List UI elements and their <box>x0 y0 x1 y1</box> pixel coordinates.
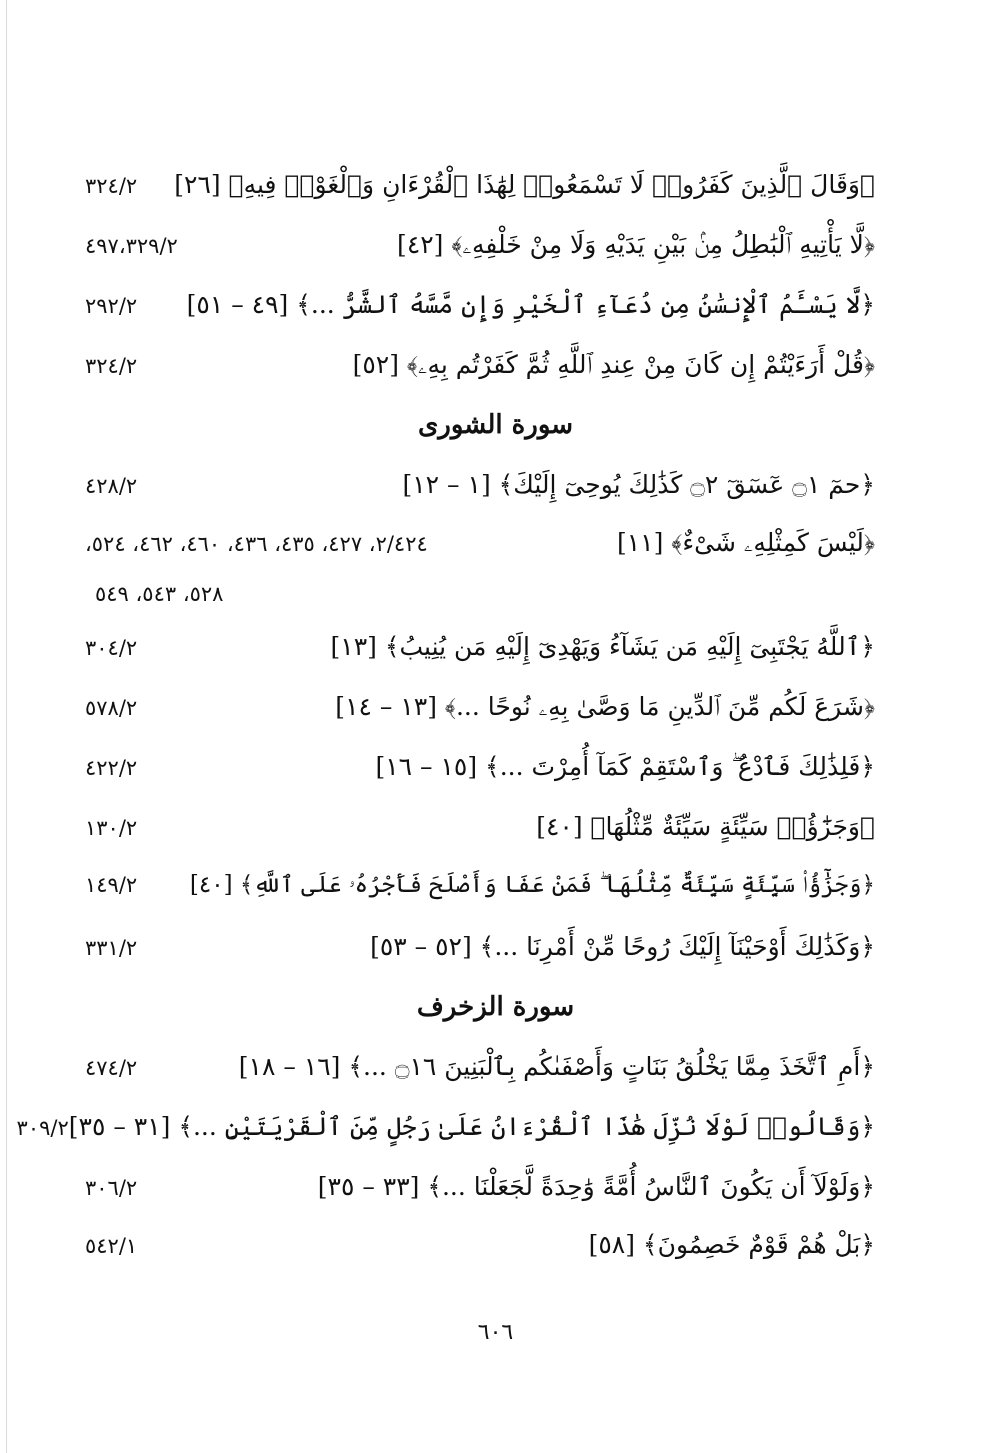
verse-text: ﴿حمٓ ۝١ عٓسٓقٓ ۝٢ كَذَٰلِكَ يُوحِىٓ إِلَيْكَ﴾ [١ – ١٢] <box>402 470 875 499</box>
verse-text: ﴿شَرَعَ لَكُم مِّنَ ٱلدِّينِ مَا وَصَّىٰ بِهِۦ نُوحًا ...﴾ [١٣ – ١٤] <box>335 692 875 721</box>
verse-entry <box>85 932 875 961</box>
verse-text: ﴿وَكَذَٰلِكَ أَوْحَيْنَآ إِلَيْكَ رُوحًا مِّنْ أَمْرِنَا ...﴾ [٥٢ – ٥٣] <box>370 932 875 961</box>
page-reference: ٣٣١/٢ <box>85 936 138 960</box>
page-reference: ١٤٩/٢ <box>85 873 138 897</box>
page-reference: ١٣٠/٢ <box>85 816 138 840</box>
page-reference: ٤٢٨/٢ <box>85 474 138 498</box>
verse-entry <box>85 692 875 722</box>
page-number: ٦٠٦ <box>477 1320 514 1345</box>
page-reference: ٣٢٤/٢ <box>85 354 138 378</box>
verse-text: ﴿وَجَزَٰٓؤُا۟ سَيِّئَةٍ سَيِّئَةٌ مِّثْلُهَا ۖ فَمَنْ عَفَا وَأَصْلَحَ فَأَجْرُهُۥ عَلَى ٱللَّهِ﴾ [٤٠] <box>189 872 875 898</box>
scan-margin-line <box>6 0 7 1453</box>
verse-text: ﴿لَّا يَسْـَٔمُ ٱلْإِنسَٰنُ مِن دُعَآءِ ٱلْخَيْرِ وَإِن مَّسَّهُ ٱلشَّرُّ ...﴾ [٤٩ – ٥١] <box>186 290 875 319</box>
surah-heading: سورة الزخرف <box>416 992 575 1022</box>
page-reference: ٥٤٢/١ <box>85 1234 138 1258</box>
verse-entry <box>85 1172 875 1201</box>
verse-entry <box>85 1230 875 1259</box>
verse-text: ﴿فَلِذَٰلِكَ فَٱدْعُ ۖ وَٱسْتَقِمْ كَمَآ أُمِرْتَ ...﴾ [١٥ – ١٦] <box>375 752 875 781</box>
page-reference: ٤٢٢/٢ <box>85 756 138 780</box>
verse-text: ﴿بَلْ هُمْ قَوْمٌ خَصِمُونَ﴾ [٥٨] <box>588 1230 875 1259</box>
verse-entry <box>85 1052 875 1081</box>
verse-entry <box>85 812 875 841</box>
page-reference: ٣٠٦/٢ <box>85 1176 138 1200</box>
surah-heading: سورة الشورى <box>417 410 574 440</box>
page-reference: ٣٠٤/٢ <box>85 636 138 660</box>
verse-entry <box>16 1112 875 1141</box>
verse-text: ﴿وَلَوْلَآ أَن يَكُونَ ٱلنَّاسُ أُمَّةً وَٰحِدَةً لَّجَعَلْنَا ...﴾ [٣٣ – ٣٥] <box>317 1172 875 1201</box>
page-reference: ٢٩٢/٢ <box>85 294 138 318</box>
verse-entry <box>85 350 875 380</box>
page-reference: ٣٢٤/٢ <box>85 174 138 198</box>
verse-entry <box>85 872 875 898</box>
verse-text: ﴿أَمِ ٱتَّخَذَ مِمَّا يَخْلُقُ بَنَاتٍ وَأَصْفَىٰكُم بِٱلْبَنِينَ ۝١٦ ...﴾ [١٦ – ١٨] <box>238 1052 875 1081</box>
verse-entry <box>85 752 875 782</box>
verse-entry <box>85 632 875 661</box>
verse-entry <box>85 290 875 319</box>
verse-text: ﴿وَجَزَٰٓؤُا۟ سَيِّئَةٍ سَيِّئَةٌ مِّثْلُهَا﴾ [٤٠] <box>536 812 875 841</box>
verse-text: ﴿لَّا يَأْتِيهِ ٱلْبَٰطِلُ مِنۢ بَيْنِ يَدَيْهِ وَلَا مِنْ خَلْفِهِۦ﴾ [٤٢] <box>397 230 875 259</box>
verse-text: ﴿لَيْسَ كَمِثْلِهِۦ شَىْءٌ﴾ [١١] <box>616 528 875 557</box>
verse-text: ﴿قُلْ أَرَءَيْتُمْ إِن كَانَ مِنْ عِندِ ٱللَّهِ ثُمَّ كَفَرْتُم بِهِۦ﴾ [٥٢] <box>352 350 875 379</box>
verse-text: ﴿وَقَالُوا۟ لَوْلَا نُزِّلَ هَٰذَا ٱلْقُرْءَانُ عَلَىٰ رَجُلٍ مِّنَ ٱلْقَرْيَتَيْنِ ...﴾ [٣١ – ٣٥] <box>68 1112 875 1141</box>
page-reference: ٥٧٨/٢ <box>85 696 138 720</box>
verse-text: ﴿وَقَالَ ٱلَّذِينَ كَفَرُوا۟ لَا تَسْمَعُوا۟ لِهَٰذَا ٱلْقُرْءَانِ وَٱلْغَوْا۟ فِيهِ﴾ [٢٦] <box>174 170 875 199</box>
verse-entry <box>85 470 875 499</box>
page-reference-continuation: ٥٢٨، ٥٤٣، ٥٤٩ <box>95 582 224 606</box>
page-reference: ٢/٤٢٤، ٤٢٧، ٤٣٥، ٤٣٦، ٤٦٠، ٤٦٢، ٥٢٤، <box>85 532 428 556</box>
verse-text: ﴿ٱللَّهُ يَجْتَبِىٓ إِلَيْهِ مَن يَشَآءُ وَيَهْدِىٓ إِلَيْهِ مَن يُنِيبُ﴾ [١٣] <box>330 632 875 661</box>
page-reference: ٣٠٩/٢ <box>16 1116 69 1140</box>
verse-entry <box>85 230 875 260</box>
verse-entry <box>85 528 875 558</box>
page-reference: ٤٧٤/٢ <box>85 1056 138 1080</box>
page-reference: ٤٩٧،٣٢٩/٢ <box>85 234 178 258</box>
verse-entry <box>85 170 875 199</box>
